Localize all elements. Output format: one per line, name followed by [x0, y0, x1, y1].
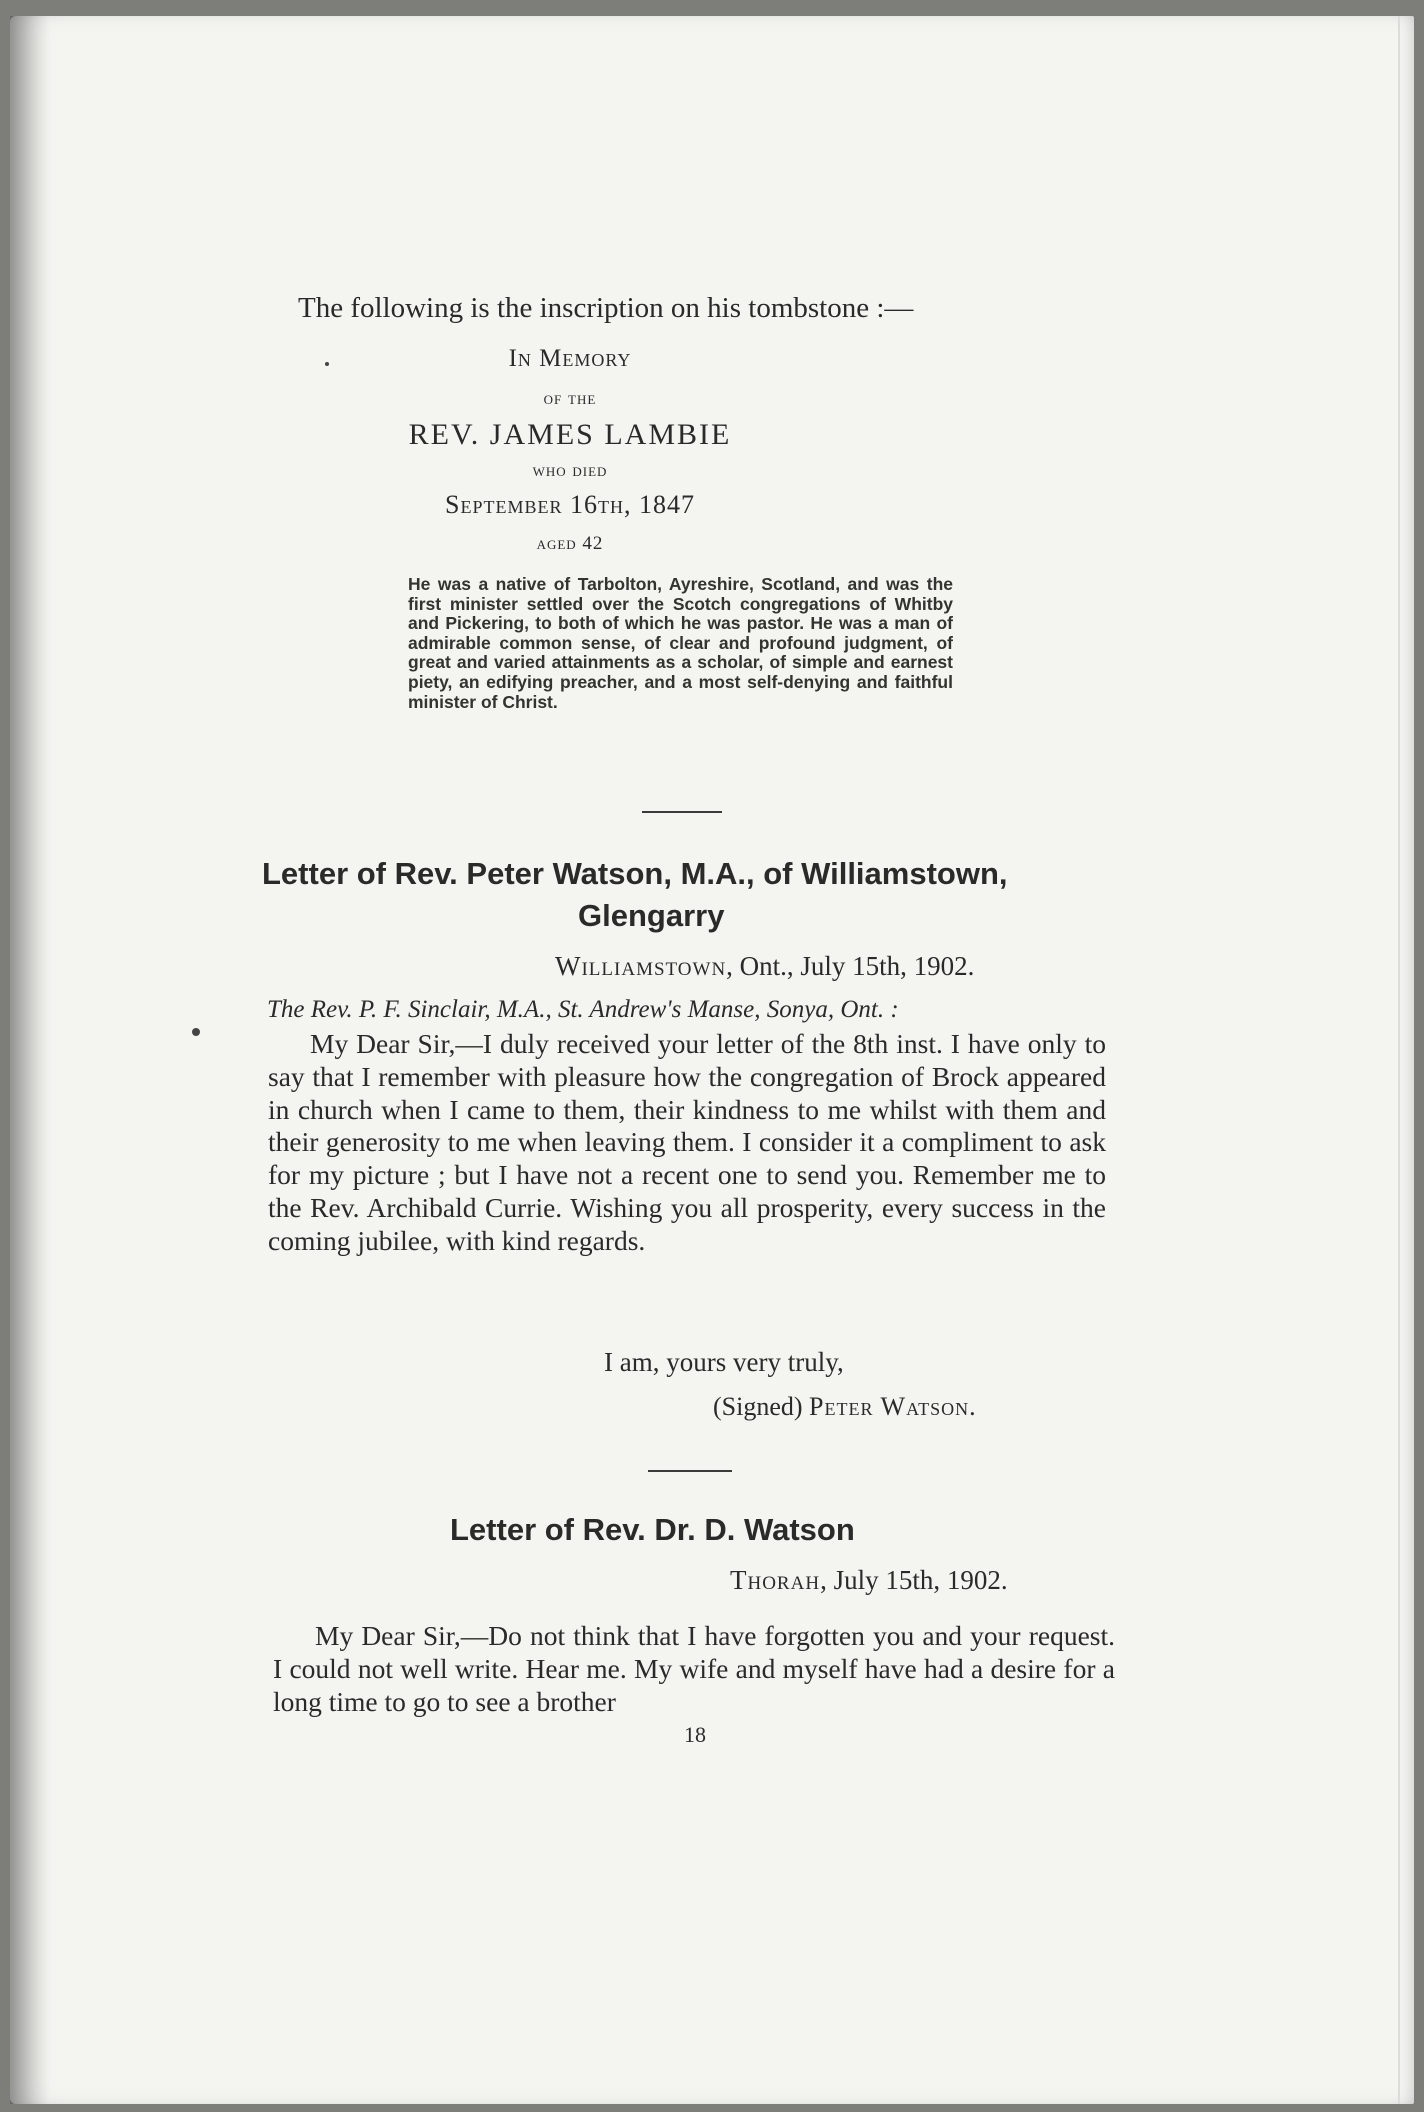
letter1-signed-prefix: (Signed)	[713, 1392, 810, 1421]
letter1-signature: Peter Watson.	[809, 1392, 977, 1421]
tombstone-line-of-the: of the	[543, 388, 597, 409]
section-divider	[648, 1470, 732, 1472]
tombstone-line-aged: aged 42	[536, 533, 604, 554]
letter1-addressee: The Rev. P. F. Sinclair, M.A., St. Andrew's Manse, Sonya, Ont. :	[267, 996, 899, 1023]
tombstone-epitaph: He was a native of Tarbolton, Ayreshire, Scotland, and was the first minister settled over the Scotch congregations of Whitby and Pickering, to both of which he was pastor. He was a man of admirable common sense, of clear and profound judgment, of great and varied attainments as a scholar, of simple and earnest piety, an edifying preacher, and a most self-denying and faithful minister of Christ.	[408, 574, 953, 712]
page-binding-shadow	[10, 16, 50, 2104]
print-speck	[325, 362, 329, 366]
letter2-date: , July 15th, 1902.	[820, 1565, 1008, 1595]
page-number: 18	[684, 1722, 706, 1747]
letter1-heading-line2: Glengarry	[578, 898, 725, 933]
letter2-body: My Dear Sir,—Do not think that I have forgotten you and your request. I could not well write. Hear me. My wife and myself have had a desire for a long time to go to see a brother	[273, 1620, 1115, 1717]
letter1-closing: I am, yours very truly,	[604, 1347, 844, 1377]
letter1-place: Williamstown	[555, 951, 727, 981]
tombstone-line-date: September 16th, 1847	[445, 490, 695, 519]
tombstone-line-in-memory: In Memory	[508, 345, 632, 372]
letter1-dateline	[555, 951, 974, 982]
page-edge	[1398, 16, 1400, 2104]
tombstone-line-name: REV. JAMES LAMBIE	[408, 418, 732, 451]
letter2-heading: Letter of Rev. Dr. D. Watson	[450, 1512, 855, 1547]
tombstone-line-who-died: who died	[532, 460, 608, 481]
letter1-date: , Ont., July 15th, 1902.	[726, 951, 975, 981]
tombstone-intro: The following is the inscription on his tombstone :—	[298, 292, 914, 324]
margin-mark	[192, 1028, 200, 1036]
letter2-place: Thorah	[730, 1565, 821, 1595]
section-divider	[642, 811, 722, 813]
letter2-dateline	[730, 1565, 1008, 1596]
letter1-signature-line	[713, 1392, 977, 1422]
letter1-heading-line1: Letter of Rev. Peter Watson, M.A., of Williamstown,	[262, 856, 1008, 891]
letter1-body: My Dear Sir,—I duly received your letter of the 8th inst. I have only to say that I remember with pleasure how the congregation of Brock appeared in church when I came to them, their kindness to me whilst with them and their generosity to me when leaving them. I consider it a compliment to ask for my picture ; but I have not a recent one to send you. Remember me to the Rev. Archibald Currie. Wishing you all prosperity, every success in the coming jubilee, with kind regards.	[268, 1028, 1106, 1256]
